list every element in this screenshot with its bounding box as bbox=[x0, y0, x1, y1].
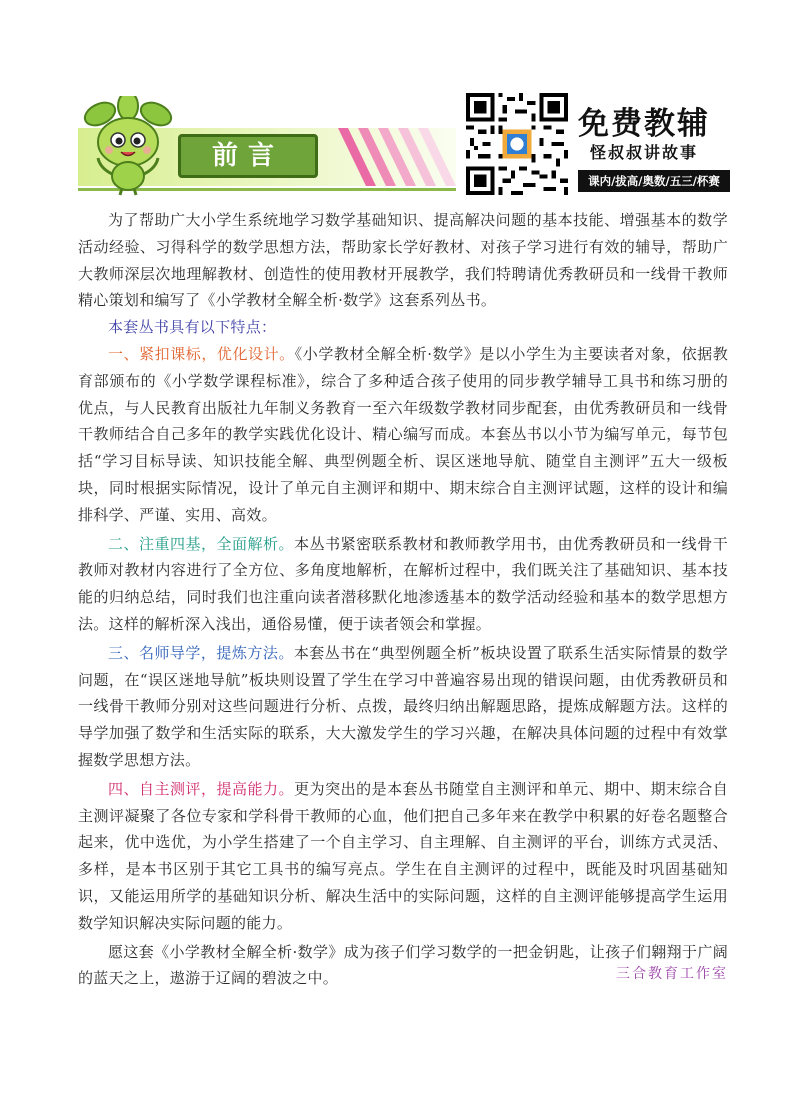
leaf-sprout-mascot-icon bbox=[78, 96, 178, 196]
features-intro: 本套丛书具有以下特点： bbox=[108, 318, 277, 337]
signature: 三合教育工作室 bbox=[616, 966, 728, 982]
feature-heading-1: 一、紧扣课标，优化设计。 bbox=[108, 344, 295, 363]
feature-heading-2: 二、注重四基，全面解析。 bbox=[108, 534, 295, 553]
feature-text-4: 更为突出的是本套丛书随堂自主测评和单元、期中、期末综合自主测评凝聚了各位专家和学科骨干教师的心血，他们把自己多年来在教学中积累的好卷名题整合起来，优中选优，为小学生搭建了一个自主学习、自主理解、自主测评的平台，训练方式灵活、多样，是本书区别于其它工具书的编写亮点。学生在自主测评的过程中，既能及时巩固基础知识，又能运用所学的基础知识分析、解决生活中的实际问题，这样的自主测评能够提高学生运用数学知识解决实际问题的能力。 bbox=[78, 779, 728, 932]
feature-text-1: 《小学教材全解全析·数学》是以小学生为主要读者对象，依据教育部颁布的《小学数学课程标准》，综合了多种适合孩子使用的同步教学辅导工具书和练习册的优点，与人民教育出版社九年制义务教育一至六年级数学教材同步配套，由优秀教研员和一线骨干教师结合自己多年的教学实践优化设计、精心编写而成。本套丛书以小节为编写单元，每节包括“学习目标导读、知识技能全解、典型例题全析、误区迷地导航、随堂自主测评”五大一级板块，同时根据实际情况，设计了单元自主测评和期中、期末综合自主测评试题，这样的设计和编排科学、严谨、实用、高效。 bbox=[78, 344, 728, 524]
feature-paragraph-1 bbox=[78, 341, 728, 529]
feature-text-2: 本丛书紧密联系教材和教师教学用书，由优秀教研员和一线骨干教师对教材内容进行了全方位、多角度地解析，在解析过程中，我们既关注了基础知识、基本技能的归纳总结，同时我们也注重向读者潜移默化地渗透基本的数学活动经验和基本的数学思想方法。这样的解析深入浅出，通俗易懂，便于读者领会和掌握。 bbox=[78, 534, 728, 633]
qr-code-icon[interactable] bbox=[466, 93, 568, 195]
feature-heading-3: 三、名师导学，提炼方法。 bbox=[108, 643, 294, 662]
feature-paragraph-3 bbox=[78, 640, 728, 774]
feature-text-3: 本套丛书在“典型例题全析”板块设置了联系生活实际情景的数学问题，在“误区迷地导航”板块则设置了学生在学习中普遍容易出现的错误问题，由优秀教研员和一线骨干教师分别对这些问题进行分析、点拨，最终归纳出解题思路，提炼成解题方法。这样的导学加强了数学和生活实际的联系，大大激发学生的学习兴趣，在解决具体问题的过程中有效掌握数学思想方法。 bbox=[78, 643, 728, 769]
promo-tags: 课内/拔高/奥数/五三/杯赛 bbox=[578, 170, 730, 192]
feature-paragraph-4 bbox=[78, 776, 728, 937]
preface-body bbox=[78, 207, 728, 992]
feature-heading-4: 四、自主测评，提高能力。 bbox=[108, 779, 295, 798]
feature-paragraph-2 bbox=[78, 531, 728, 638]
closing-paragraph: 愿这套《小学教材全解全析·数学》成为孩子们学习数学的一把金钥匙，让孩子们翱翔于广阔的蓝天之上，遨游于辽阔的碧波之中。 bbox=[78, 942, 728, 988]
promo-title: 免费教辅 bbox=[578, 106, 710, 142]
page-title: 前言 bbox=[178, 134, 318, 178]
promo-subtitle: 怪叔叔讲故事 bbox=[590, 143, 699, 162]
decorative-stripes bbox=[338, 128, 456, 186]
intro-paragraph: 为了帮助广大小学生系统地学习数学基础知识、提高解决问题的基本技能、增强基本的数学活动经验、习得科学的数学思想方法，帮助家长学好教材、对孩子学习进行有效的辅导，帮助广大教师深层次地理解教材、创造性的使用教材开展教学，我们特聘请优秀教研员和一线骨干教师精心策划和编写了《小学教材全解全析·数学》这套系列丛书。 bbox=[78, 211, 728, 310]
